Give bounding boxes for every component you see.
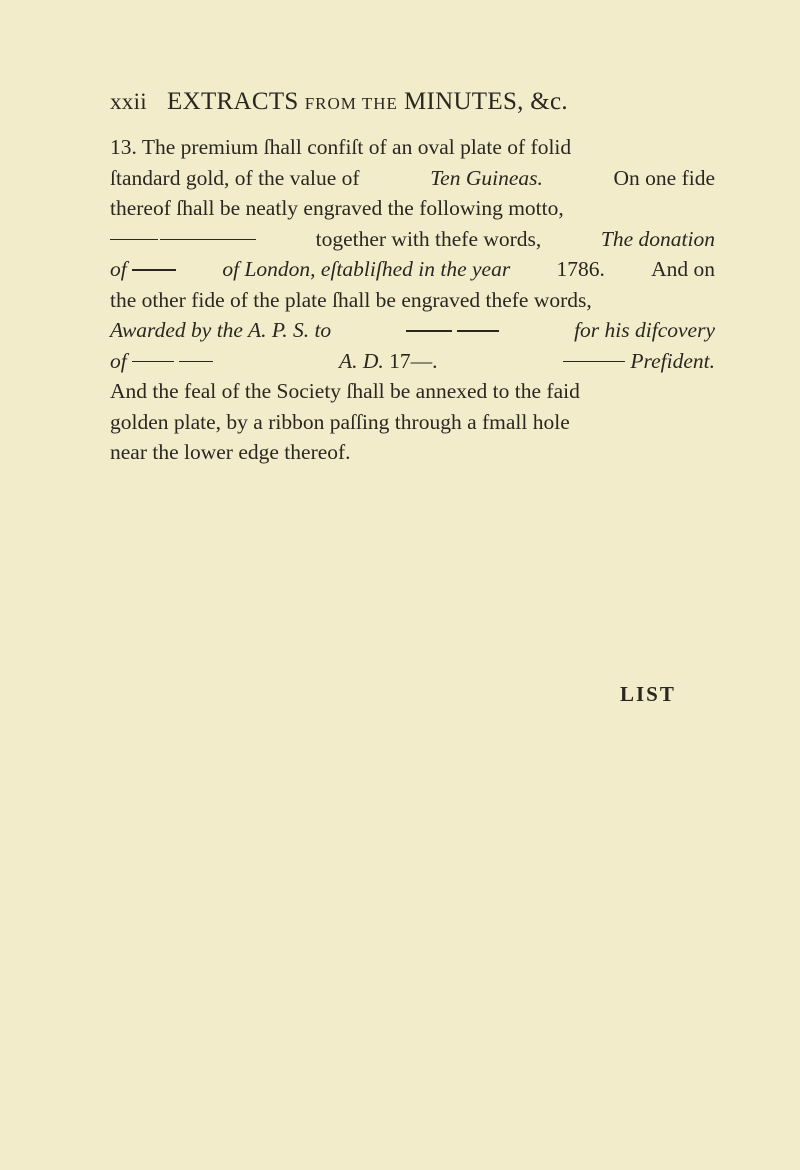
text-line: 13. The premium ſhall confiſt of an oval plate of folid <box>110 135 572 159</box>
text-line: the other fide of the plate ſhall be engraved thefe words, <box>110 287 592 312</box>
text-line: near the lower edge thereof. <box>110 440 351 464</box>
text-line: of of London, eſtabliſhed in the year 1786. And on <box>110 257 715 281</box>
page-number: xxii <box>110 89 147 114</box>
text-line: ſtandard gold, of the value of Ten Guineas. On one fide <box>110 165 715 190</box>
article-13 <box>110 132 715 468</box>
blank-dash <box>160 239 256 241</box>
header-title-2: FROM THE <box>304 94 398 113</box>
header-title-1: EXTRACTS <box>167 88 299 115</box>
text-line: Awarded by the A. P. S. to for his difcovery <box>110 318 715 342</box>
catchword: LIST <box>620 682 676 706</box>
text-line: And the feal of the Society ſhall be annexed to the faid <box>110 379 580 403</box>
text-line: together with thefe words, The donation <box>110 224 715 255</box>
blank-dash <box>406 330 452 332</box>
blank-dash <box>563 361 625 363</box>
blank-dash <box>132 269 176 271</box>
blank-dash <box>179 361 213 363</box>
blank-dash <box>132 361 174 363</box>
blank-dash <box>457 330 499 332</box>
header-title-3: MINUTES, &c. <box>403 88 568 115</box>
text-line: golden plate, by a ribbon paſſing through a fmall hole <box>110 409 570 434</box>
text-line: of A. D. 17—. Prefident. <box>110 348 715 373</box>
text-line: thereof ſhall be neatly engraved the following motto, <box>110 196 564 220</box>
blank-dash <box>110 239 158 241</box>
running-header <box>110 88 720 116</box>
